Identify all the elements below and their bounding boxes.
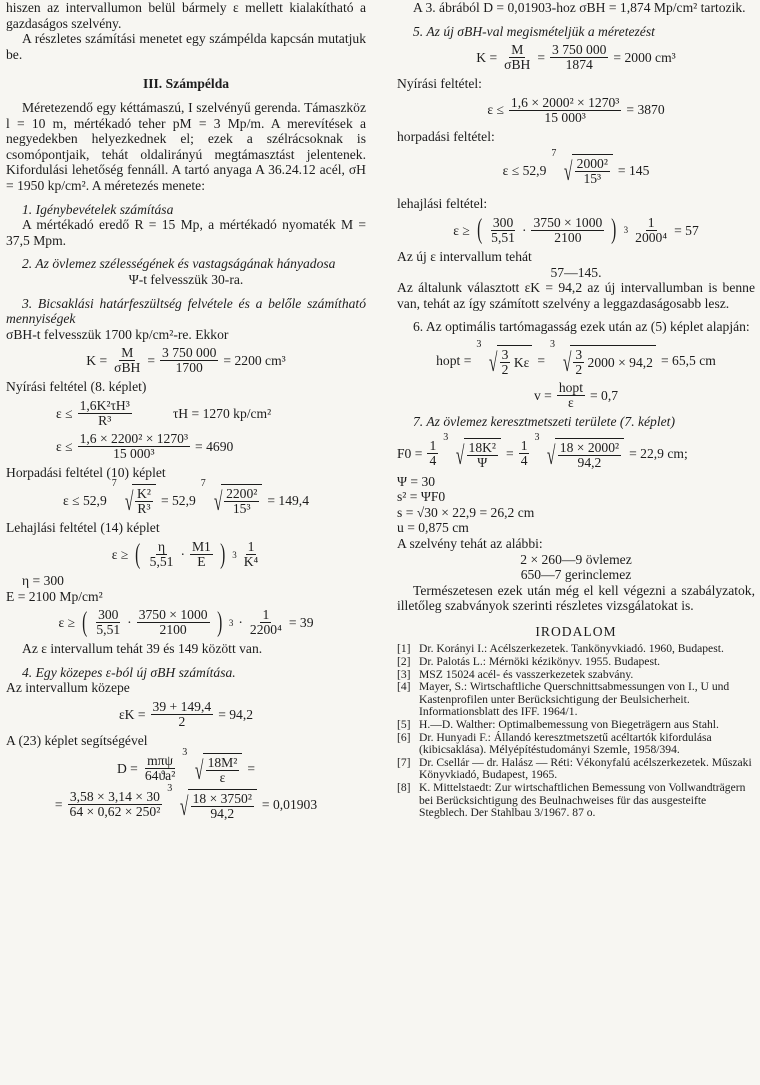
- equation-deflection-new: ε ≥ ( $\frac{300}{5,51}$ · $\frac{3750 \times 1000}{2100}$ ) 3 $\frac{1}{\text{2000⁴}}$ = 57: [453, 214, 699, 246]
- figure-text: A 3. ábrából D = 0,01903-hoz σBH = 1,874 Mp/cm² tartozik.: [413, 0, 746, 15]
- interval-text: Az ε intervallum tehát 39 és 149 között van.: [22, 641, 263, 657]
- parameter: η = 300: [22, 573, 64, 589]
- equation-h-opt: hopt = 3 √ $\frac{3}{2}$ Kε = 3 √ $\frac{3}{2}$ 2000 × 94,2 = 65,5 cm: [436, 338, 716, 377]
- step-title: 7. Az övlemez keresztmetszeti területe (7. képlet): [413, 413, 675, 429]
- reference-item: [6] Dr. Hunyadi F.: Állandó keresztmetszetű acéltartók kifordulása (kibicsaklása). Mélyépítéstudományi Szemle, 1958/394.: [397, 730, 712, 757]
- parameter: s² = ΨF0: [397, 489, 446, 505]
- equation-buckling-new: ε ≤ 52,9 7 √ $\frac{\text{2000²}}{\text{15³}}$ = 145: [502, 148, 650, 187]
- equation-F0: F0 = $\frac{1}{4}$ 3 √ $\frac{\text{18K²}}{\Psi}$ = $\frac{1}{4}$ 3 √ $\frac{\text{18 × 2000²}}{94,2}$ = 22,9 cm;: [397, 431, 688, 470]
- reference-item: [4] Mayer, S.: Wirtschaftliche Querschnittsabmessungen von I., U und Kastenprofilen unter Berücksichtigung der Beulsicherheit. Informationsblatt des IFF. 1964/1.: [397, 680, 730, 719]
- condition-title: A (23) képlet segítségével: [6, 733, 148, 749]
- result-intro: A szelvény tehát az alábbi:: [397, 535, 543, 551]
- reference-item: [5] H.—D. Walther: Optimalbemessung von Biegeträgern aus Stahl.: [397, 718, 719, 732]
- equation-deflection-numeric: ε ≥ ( $\frac{300}{5,51}$ · $\frac{3750 \times 1000}{2100}$ ) 3 · $\frac{1}{\text{2200⁴}}$ = 39: [58, 606, 314, 638]
- interval-value: 57—145.: [550, 264, 602, 280]
- left-column: [6, 0, 366, 825]
- reference-item: [1] Dr. Korányi I.: Acélszerkezetek. Tankönyvkiadó. 1960, Budapest.: [397, 642, 724, 656]
- equation-shear-new: ε ≤ $\frac{\text{1,6 × 2000² × 1270³}}{\text{15 000³}}$ = 3870: [487, 94, 665, 125]
- condition-title: horpadási feltétel:: [397, 128, 495, 144]
- equation-K: K = $\frac{M}{\text{σBH}}$ = $\frac{3 750 000}{1700}$ = 2200 cm³: [86, 345, 286, 376]
- parameter: Ψ = 30: [397, 473, 436, 489]
- parameter: E = 2100 Mp/cm²: [6, 588, 103, 604]
- result-line: 2 × 260—9 övlemez: [520, 551, 632, 567]
- step-title: 6. Az optimális tartómagasság ezek után az (5) képlet alapján:: [413, 319, 750, 335]
- parameter: s = √30 × 22,9 = 26,2 cm: [397, 504, 535, 520]
- step-title: 4. Egy közepes ε-ból új σBH számítása.: [22, 664, 236, 680]
- result-line: 650—7 gerinclemez: [520, 567, 632, 583]
- equation-deflection: ε ≥ ( $\frac{\eta}{5,51}$ · $\frac{M1}{E}$ ) 3 $\frac{1}{\text{K⁴}}$: [111, 538, 259, 570]
- references-list: [397, 643, 755, 819]
- step-title: 2. Az övlemez szélességének és vastagságának hányadosa: [22, 256, 336, 272]
- references-title: IRODALOM: [535, 623, 617, 639]
- reference-item: [2] Dr. Palotás L.: Mérnöki kézikönyv. 1955. Budapest.: [397, 655, 661, 669]
- equation-K-new: K = $\frac{M}{\text{σBH}}$ = $\frac{3 750 000}{1874}$ = 2000 cm³: [476, 42, 676, 73]
- condition-title: Nyírási feltétel (8. képlet): [6, 379, 147, 395]
- intro-paragraph: hiszen az intervallumon belül bármely ε mellett kialakítható a gazdaságos szelvény.: [6, 0, 366, 31]
- step-text: Az intervallum közepe: [6, 680, 130, 696]
- equation-v: v = $\frac{\text{hopt}}{\varepsilon}$ = 0,7: [533, 379, 619, 410]
- closing-paragraph: Természetesen ezek után még el kell végezni a szabályzatok, illetőleg szabványok szerinti részletes vizsgálatokat is.: [397, 582, 755, 614]
- reference-item: [3] MSZ 15024 acél- és vasszerkezetek szabvány.: [397, 667, 634, 681]
- parameter: u = 0,875 cm: [397, 520, 469, 536]
- equation-buckling: ε ≤ 52,9 7 √ $\frac{\text{K²}}{\text{R³}}$ = 52,9 7 √ $\frac{\text{2200²}}{\text{15³}}$ = 149,4: [62, 478, 309, 517]
- reference-item: [7] Dr. Csellár — dr. Halász — Réti: Vékonyfalú acélszerkezetek. Műszaki Könyvkiadó, Budapest, 1965.: [397, 755, 752, 782]
- equation-mid: εK = $\frac{39 + 149,4}{2}$ = 94,2: [118, 699, 254, 730]
- chosen-paragraph: Az általunk választott εK = 94,2 az új intervallumban is benne van, tehát az így számított szelvény a leggazdaságosabb lesz.: [397, 280, 755, 311]
- step-title: 3. Bicsaklási határfeszültség felvétele és a belőle számítható mennyiségek: [6, 295, 366, 327]
- intro-paragraph: A részletes számítási menetet egy számpélda kapcsán mutatjuk be.: [6, 31, 366, 62]
- condition-title: Horpadási feltétel (10) képlet: [6, 464, 166, 480]
- step-title: 5. Az új σBH-val megismételjük a méretezést: [413, 23, 655, 39]
- right-column: [397, 0, 755, 820]
- step-text: Ψ-t felvesszük 30-ra.: [128, 271, 244, 287]
- interval-text: Az új ε intervallum tehát: [397, 248, 532, 264]
- equation-D-numeric: = $\frac{3,58 \times 3,14 \times 30}{\text{64 × 0,62 × 250²}}$ 3 √ $\frac{\text{18 × 3750²}}{94,2}$ = 0,01903: [54, 782, 318, 821]
- equation-shear: ε ≤ $\frac{\text{1,6K²τH³}}{\text{R³}}$ τH = 1270 kp/cm²: [56, 397, 272, 428]
- reference-item: [8] K. Mittelstaedt: Zur wirtschaftlichen Bemessung von Vollwandträgern bei Berücksichtigung des Beulnachweises für das ausgesteifte Stegblech. Der Stahlbau 3/1967. 87 o.: [397, 781, 746, 820]
- section-title: III. Számpélda: [142, 76, 230, 92]
- condition-title: lehajlási feltétel:: [397, 196, 488, 212]
- equation-shear-numeric: ε ≤ $\frac{\text{1,6 × 2200² × 1270³}}{\text{15 000³}}$ = 4690: [56, 430, 234, 461]
- step-text: A mértékadó eredő R = 15 Mp, a mértékadó nyomaték M = 37,5 Mpm.: [6, 217, 366, 248]
- setup-paragraph: Méretezendő egy kéttámaszú, I szelvényű gerenda. Támaszköz l = 10 m, mértékadó teher pM = 3 Mp/m. A merevítések a negyedekben helyezkednek el; ezek a szélrácsoknak is csomópontjaik, tehát oldalirányú megtámasztást jelentenek. Kifordulási lehetőség fennáll. A tartó anyaga A 36.24.12 acél, σH = 1950 kp/cm². A méretezés menete:: [6, 99, 366, 193]
- equation-D: D = $\frac{\text{mπψ}}{\text{64ϑa²}}$ 3 √ $\frac{\text{18M²}}{\varepsilon}$ =: [116, 746, 256, 785]
- step-text: σBH-t felvesszük 1700 kp/cm²-re. Ekkor: [6, 326, 229, 342]
- condition-title: Nyírási feltétel:: [397, 76, 482, 92]
- step-title: 1. Igénybevételek számítása: [22, 201, 174, 217]
- condition-title: Lehajlási feltétel (14) képlet: [6, 520, 160, 536]
